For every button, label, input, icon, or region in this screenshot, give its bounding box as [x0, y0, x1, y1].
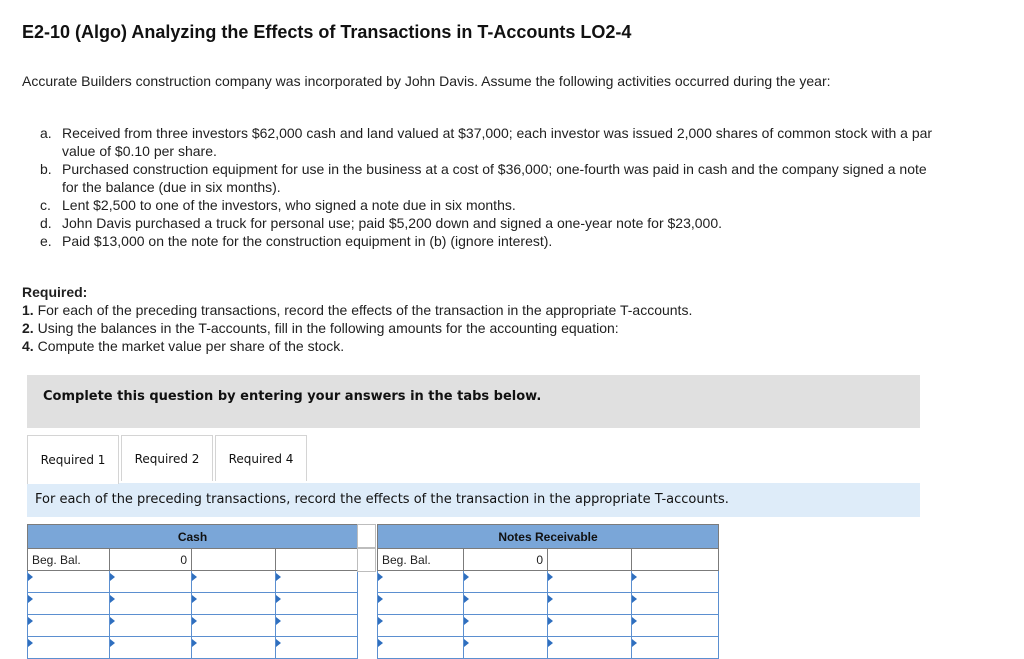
credit-amount-input[interactable]	[276, 571, 358, 593]
debit-entry-input[interactable]	[378, 615, 464, 637]
transaction-item	[40, 196, 940, 214]
transaction-letter: e.	[40, 233, 52, 249]
required-number: 1.	[22, 302, 34, 318]
divider-cell	[357, 548, 376, 572]
debit-amount-input[interactable]	[464, 637, 548, 659]
t-account-notes-receivable	[377, 524, 719, 659]
credit-amount-input[interactable]	[276, 637, 358, 659]
tab-panel-text: For each of the preceding transactions, record the effects of the transaction in the appropriate T-accounts.	[35, 492, 729, 507]
instruction-banner	[27, 375, 920, 428]
credit-entry-input[interactable]	[192, 571, 276, 593]
beg-bal-value: 0	[110, 549, 192, 571]
transaction-item	[40, 214, 940, 232]
transaction-letter: b.	[40, 161, 52, 177]
page-title: E2-10 (Algo) Analyzing the Effects of Transactions in T-Accounts LO2-4	[22, 22, 632, 42]
transaction-letter: c.	[40, 197, 51, 213]
credit-entry-input[interactable]	[192, 615, 276, 637]
t-account-divider	[357, 524, 376, 657]
transaction-text: Lent $2,500 to one of the investors, who signed a note due in six months.	[62, 197, 516, 213]
transaction-text: Paid $13,000 on the note for the construction equipment in (b) (ignore interest).	[62, 233, 553, 249]
transaction-text: Received from three investors $62,000 cash and land valued at $37,000; each investor was issued 2,000 shares of common stock with a par value of $0.10 per share.	[62, 125, 933, 159]
required-number: 2.	[22, 320, 34, 336]
tab-required-2[interactable]: Required 2	[121, 435, 213, 481]
transaction-item	[40, 160, 940, 196]
tab-required-1[interactable]: Required 1	[27, 435, 119, 484]
required-number: 4.	[22, 338, 34, 354]
required-section	[22, 283, 692, 355]
credit-label-cell	[548, 549, 632, 571]
debit-amount-input[interactable]	[464, 615, 548, 637]
transaction-item	[40, 232, 940, 250]
debit-entry-input[interactable]	[378, 593, 464, 615]
required-item	[22, 337, 692, 355]
t-account-title: Notes Receivable	[378, 525, 719, 549]
tab-required-4[interactable]: Required 4	[215, 435, 307, 481]
credit-entry-input[interactable]	[192, 593, 276, 615]
required-text: Compute the market value per share of the stock.	[37, 338, 345, 354]
required-item	[22, 319, 692, 337]
t-account-title: Cash	[28, 525, 358, 549]
instruction-text: Complete this question by entering your answers in the tabs below.	[43, 389, 542, 404]
t-account-cash	[27, 524, 358, 659]
debit-entry-input[interactable]	[28, 637, 110, 659]
tab-panel-header	[27, 483, 920, 517]
debit-entry-input[interactable]	[378, 571, 464, 593]
intro-text: Accurate Builders construction company was incorporated by John Davis. Assume the following activities occurred during the year:	[22, 73, 831, 89]
credit-label-cell	[192, 549, 276, 571]
required-text: For each of the preceding transactions, record the effects of the transaction in the appropriate T-accounts.	[37, 302, 693, 318]
credit-entry-input[interactable]	[548, 615, 632, 637]
credit-entry-input[interactable]	[548, 571, 632, 593]
transaction-item	[40, 124, 940, 160]
credit-amount-cell	[632, 549, 719, 571]
transaction-text: John Davis purchased a truck for personal use; paid $5,200 down and signed a one-year note for $23,000.	[62, 215, 722, 231]
debit-amount-input[interactable]	[110, 593, 192, 615]
transaction-list	[40, 124, 940, 250]
credit-entry-input[interactable]	[192, 637, 276, 659]
required-heading: Required:	[22, 284, 88, 300]
debit-entry-input[interactable]	[28, 593, 110, 615]
required-item	[22, 301, 692, 319]
credit-amount-input[interactable]	[276, 593, 358, 615]
beg-bal-value: 0	[464, 549, 548, 571]
credit-amount-input[interactable]	[276, 615, 358, 637]
credit-amount-input[interactable]	[632, 637, 719, 659]
beg-bal-label: Beg. Bal.	[28, 549, 110, 571]
debit-entry-input[interactable]	[28, 571, 110, 593]
transaction-text: Purchased construction equipment for use in the business at a cost of $36,000; one-fourth was paid in cash and the company signed a note for the balance (due in six months).	[62, 161, 927, 195]
transaction-letter: d.	[40, 215, 52, 231]
debit-amount-input[interactable]	[110, 615, 192, 637]
transaction-letter: a.	[40, 125, 52, 141]
credit-amount-cell	[276, 549, 358, 571]
credit-entry-input[interactable]	[548, 593, 632, 615]
debit-amount-input[interactable]	[110, 637, 192, 659]
credit-amount-input[interactable]	[632, 593, 719, 615]
debit-entry-input[interactable]	[28, 615, 110, 637]
credit-amount-input[interactable]	[632, 571, 719, 593]
required-text: Using the balances in the T-accounts, fill in the following amounts for the accounting equation:	[37, 320, 619, 336]
divider-cell	[357, 524, 376, 548]
debit-amount-input[interactable]	[464, 593, 548, 615]
credit-amount-input[interactable]	[632, 615, 719, 637]
beg-bal-label: Beg. Bal.	[378, 549, 464, 571]
debit-entry-input[interactable]	[378, 637, 464, 659]
credit-entry-input[interactable]	[548, 637, 632, 659]
debit-amount-input[interactable]	[464, 571, 548, 593]
debit-amount-input[interactable]	[110, 571, 192, 593]
